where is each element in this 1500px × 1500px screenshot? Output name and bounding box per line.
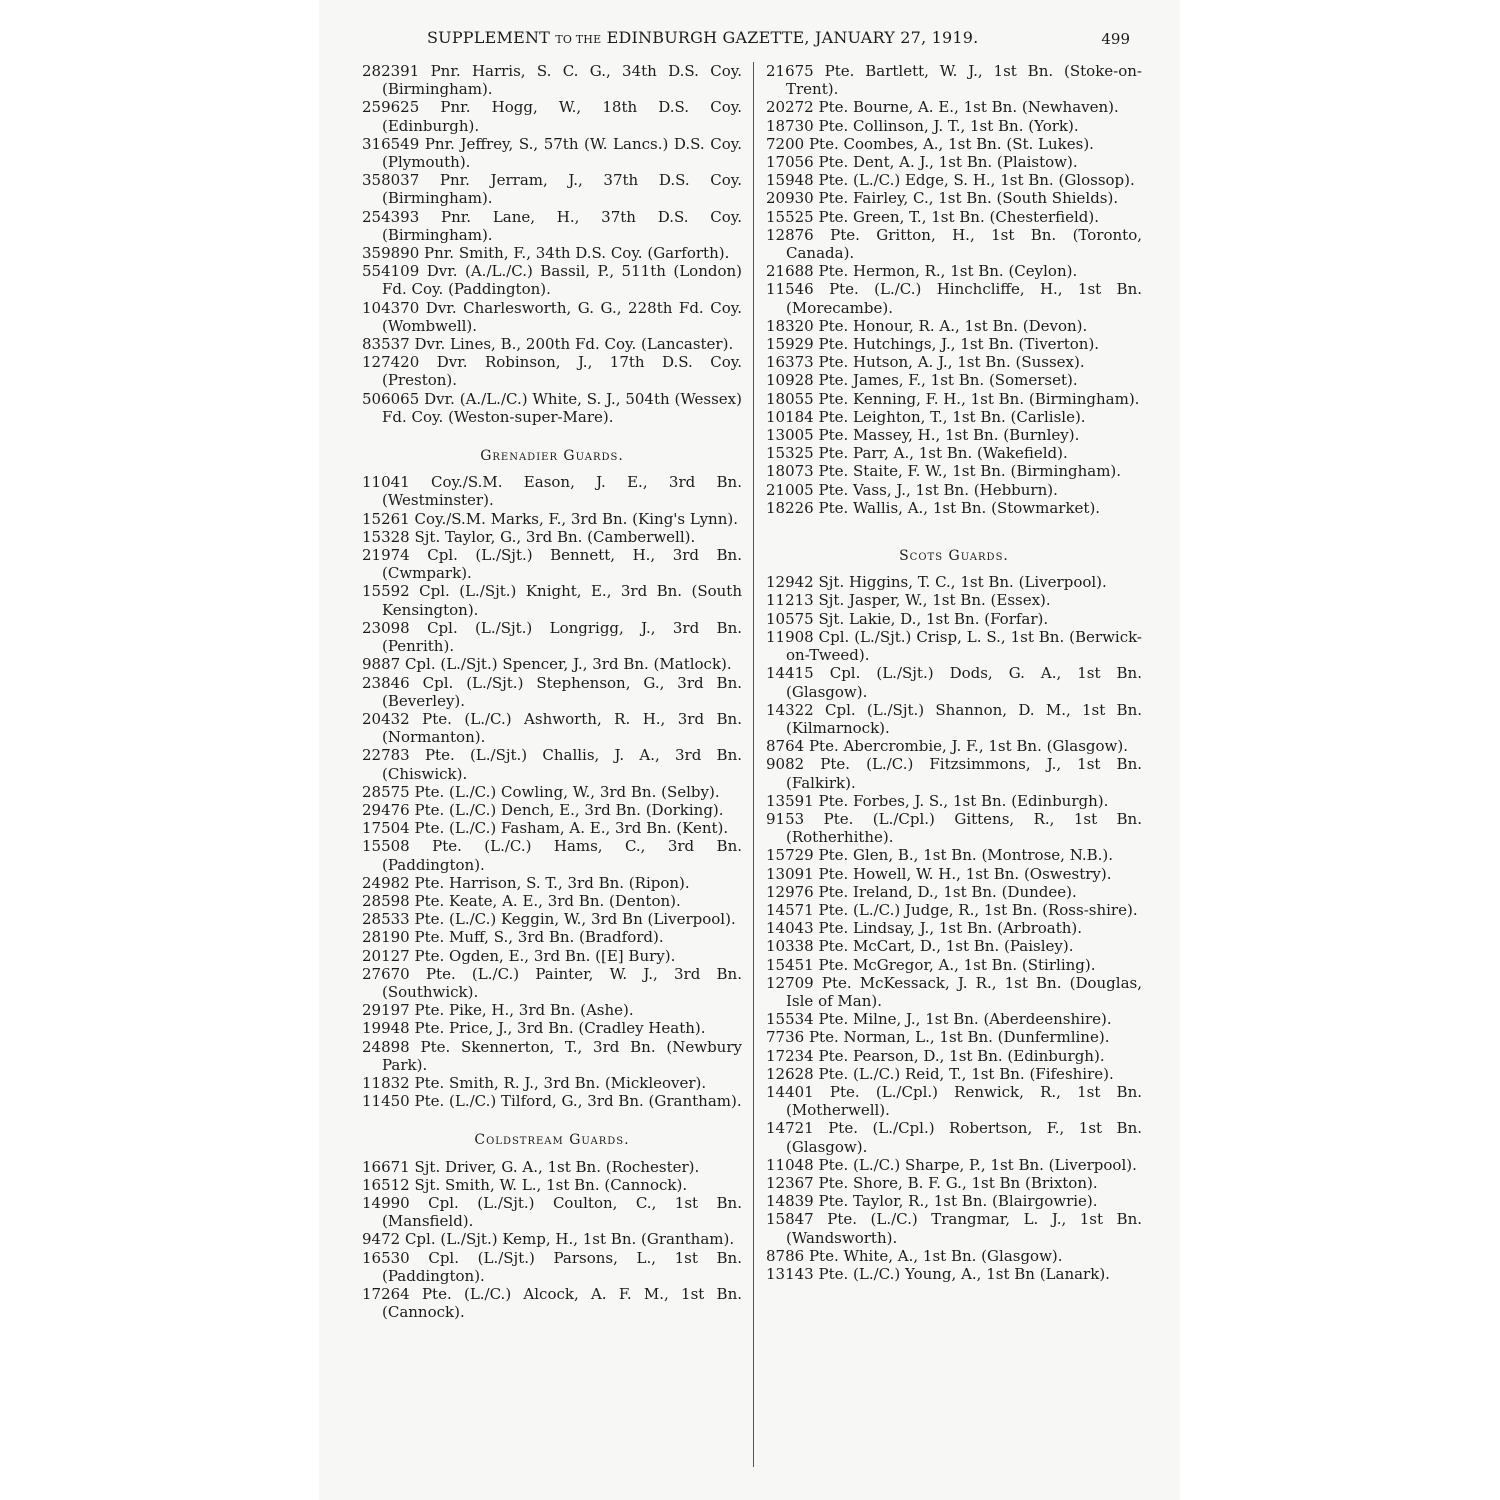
list-item: 20127 Pte. Ogden, E., 3rd Bn. ([E] Bury). bbox=[362, 946, 676, 965]
list-item: 21974 Cpl. (L./Sjt.) Bennett, H., 3rd Bn. (Cwmpark). bbox=[362, 546, 742, 583]
page-header bbox=[319, 28, 1180, 56]
list-item: 14990 Cpl. (L./Sjt.) Coulton, C., 1st Bn. (Mansfield). bbox=[362, 1193, 742, 1231]
list-item: 18226 Pte. Wallis, A., 1st Bn. (Stowmarket). bbox=[766, 498, 1101, 517]
section-heading-scots-guards: Scots Guards. bbox=[899, 548, 1009, 565]
list-item: 12976 Pte. Ireland, D., 1st Bn. (Dundee). bbox=[766, 882, 1077, 901]
list-item: 24982 Pte. Harrison, S. T., 3rd Bn. (Ripon). bbox=[362, 873, 690, 892]
list-item: 17056 Pte. Dent, A. J., 1st Bn. (Plaistow). bbox=[766, 153, 1078, 172]
right-column bbox=[766, 62, 1142, 1283]
left-column bbox=[362, 62, 742, 1321]
page-number: 499 bbox=[1101, 30, 1130, 48]
list-item: 15592 Cpl. (L./Sjt.) Knight, E., 3rd Bn. (South Kensington). bbox=[362, 582, 742, 619]
list-item: 259625 Pnr. Hogg, W., 18th D.S. Coy. (Edinburgh). bbox=[362, 98, 742, 135]
list-item: 316549 Pnr. Jeffrey, S., 57th (W. Lancs.) D.S. Coy. (Plymouth). bbox=[362, 134, 742, 172]
list-item: 18320 Pte. Honour, R. A., 1st Bn. (Devon). bbox=[766, 316, 1088, 335]
title-rest: EDINBURGH GAZETTE, JANUARY 27, 1919. bbox=[606, 28, 979, 47]
list-item: 506065 Dvr. (A./L./C.) White, S. J., 504th (Wessex) Fd. Coy. (Weston-super-Mare). bbox=[362, 389, 742, 426]
list-item: 83537 Dvr. Lines, B., 200th Fd. Coy. (Lancaster). bbox=[362, 335, 734, 354]
title-connector: TO THE bbox=[555, 33, 602, 46]
list-item: 16512 Sjt. Smith, W. L., 1st Bn. (Cannock). bbox=[362, 1175, 688, 1194]
coldstream-guards-list-continued bbox=[766, 62, 1142, 517]
section-heading-grenadier-guards: Grenadier Guards. bbox=[480, 448, 624, 465]
column-divider bbox=[753, 62, 754, 1467]
list-item: 15929 Pte. Hutchings, J., 1st Bn. (Tiverton). bbox=[766, 335, 1100, 354]
list-item: 16671 Sjt. Driver, G. A., 1st Bn. (Rochester). bbox=[362, 1157, 700, 1176]
list-item: 9153 Pte. (L./Cpl.) Gittens, R., 1st Bn. (Rotherhithe). bbox=[766, 809, 1142, 847]
title-prefix: SUPPLEMENT bbox=[427, 28, 551, 47]
list-item: 15451 Pte. McGregor, A., 1st Bn. (Stirling). bbox=[766, 955, 1096, 974]
list-item: 23098 Cpl. (L./Sjt.) Longrigg, J., 3rd Bn. (Penrith). bbox=[362, 618, 742, 656]
list-item: 254393 Pnr. Lane, H., 37th D.S. Coy. (Birmingham). bbox=[362, 207, 742, 244]
list-item: 28598 Pte. Keate, A. E., 3rd Bn. (Denton). bbox=[362, 891, 681, 910]
list-item: 10575 Sjt. Lakie, D., 1st Bn. (Forfar). bbox=[766, 609, 1049, 628]
list-item: 282391 Pnr. Harris, S. C. G., 34th D.S. Coy. (Birmingham). bbox=[362, 62, 742, 99]
list-item: 19948 Pte. Price, J., 3rd Bn. (Cradley Heath). bbox=[362, 1019, 706, 1038]
list-item: 13005 Pte. Massey, H., 1st Bn. (Burnley). bbox=[766, 426, 1080, 445]
list-item: 9082 Pte. (L./C.) Fitzsimmons, J., 1st Bn. (Falkirk). bbox=[766, 755, 1142, 792]
list-item: 11213 Sjt. Jasper, W., 1st Bn. (Essex). bbox=[766, 591, 1051, 610]
list-item: 9887 Cpl. (L./Sjt.) Spencer, J., 3rd Bn. (Matlock). bbox=[362, 655, 732, 674]
list-item: 18055 Pte. Kenning, F. H., 1st Bn. (Birmingham). bbox=[766, 389, 1140, 408]
list-item: 21675 Pte. Bartlett, W. J., 1st Bn. (Stoke-on-Trent). bbox=[766, 62, 1142, 99]
list-item: 16373 Pte. Hutson, A. J., 1st Bn. (Sussex). bbox=[766, 353, 1085, 372]
list-item: 11908 Cpl. (L./Sjt.) Crisp, L. S., 1st Bn. (Berwick-on-Tweed). bbox=[766, 627, 1142, 665]
list-item: 15534 Pte. Milne, J., 1st Bn. (Aberdeenshire). bbox=[766, 1010, 1112, 1029]
list-item: 14322 Cpl. (L./Sjt.) Shannon, D. M., 1st Bn. (Kilmarnock). bbox=[766, 700, 1142, 737]
list-item: 21688 Pte. Hermon, R., 1st Bn. (Ceylon). bbox=[766, 262, 1078, 281]
list-item: 8764 Pte. Abercrombie, J. F., 1st Bn. (Glasgow). bbox=[766, 737, 1128, 756]
list-item: 104370 Dvr. Charlesworth, G. G., 228th Fd. Coy. (Wombwell). bbox=[362, 298, 742, 335]
list-item: 359890 Pnr. Smith, F., 34th D.S. Coy. (Garforth). bbox=[362, 244, 730, 263]
page-title bbox=[427, 28, 978, 47]
list-item: 14401 Pte. (L./Cpl.) Renwick, R., 1st Bn. (Motherwell). bbox=[766, 1082, 1142, 1120]
list-item: 554109 Dvr. (A./L./C.) Bassil, P., 511th (London) Fd. Coy. (Paddington). bbox=[362, 262, 742, 299]
grenadier-guards-list bbox=[362, 473, 742, 1110]
list-item: 29476 Pte. (L./C.) Dench, E., 3rd Bn. (Dorking). bbox=[362, 800, 724, 819]
sapper-list bbox=[362, 62, 742, 426]
list-item: 27670 Pte. (L./C.) Painter, W. J., 3rd Bn. (Southwick). bbox=[362, 964, 742, 1001]
list-item: 10338 Pte. McCart, D., 1st Bn. (Paisley). bbox=[766, 937, 1074, 956]
list-item: 10928 Pte. James, F., 1st Bn. (Somerset). bbox=[766, 371, 1078, 390]
section-heading-coldstream-guards: Coldstream Guards. bbox=[474, 1132, 630, 1149]
list-item: 7736 Pte. Norman, L., 1st Bn. (Dunfermline). bbox=[766, 1028, 1110, 1047]
list-item: 12709 Pte. McKessack, J. R., 1st Bn. (Douglas, Isle of Man). bbox=[766, 973, 1142, 1010]
gazette-page bbox=[319, 0, 1180, 1500]
list-item: 13591 Pte. Forbes, J. S., 1st Bn. (Edinburgh). bbox=[766, 791, 1109, 810]
list-item: 12876 Pte. Gritton, H., 1st Bn. (Toronto, Canada). bbox=[766, 225, 1142, 263]
list-item: 13091 Pte. Howell, W. H., 1st Bn. (Oswestry). bbox=[766, 864, 1112, 883]
list-item: 11546 Pte. (L./C.) Hinchcliffe, H., 1st Bn. (Morecambe). bbox=[766, 280, 1142, 317]
list-item: 24898 Pte. Skennerton, T., 3rd Bn. (Newbury Park). bbox=[362, 1037, 742, 1074]
list-item: 15261 Coy./S.M. Marks, F., 3rd Bn. (King's Lynn). bbox=[362, 509, 738, 528]
list-item: 21005 Pte. Vass, J., 1st Bn. (Hebburn). bbox=[766, 480, 1058, 499]
list-item: 17234 Pte. Pearson, D., 1st Bn. (Edinburgh). bbox=[766, 1046, 1105, 1065]
list-item: 14721 Pte. (L./Cpl.) Robertson, F., 1st Bn. (Glasgow). bbox=[766, 1119, 1142, 1156]
list-item: 15508 Pte. (L./C.) Hams, C., 3rd Bn. (Paddington). bbox=[362, 837, 742, 874]
list-item: 15948 Pte. (L./C.) Edge, S. H., 1st Bn. (Glossop). bbox=[766, 171, 1135, 190]
list-item: 15328 Sjt. Taylor, G., 3rd Bn. (Camberwell). bbox=[362, 527, 696, 546]
coldstream-guards-list bbox=[362, 1158, 742, 1322]
list-item: 12367 Pte. Shore, B. F. G., 1st Bn (Brixton). bbox=[766, 1173, 1098, 1192]
list-item: 8786 Pte. White, A., 1st Bn. (Glasgow). bbox=[766, 1246, 1063, 1265]
list-item: 16530 Cpl. (L./Sjt.) Parsons, L., 1st Bn. (Paddington). bbox=[362, 1248, 742, 1285]
list-item: 23846 Cpl. (L./Sjt.) Stephenson, G., 3rd Bn. (Beverley). bbox=[362, 673, 742, 710]
list-item: 20930 Pte. Fairley, C., 1st Bn. (South Shields). bbox=[766, 189, 1119, 208]
list-item: 17504 Pte. (L./C.) Fasham, A. E., 3rd Bn. (Kent). bbox=[362, 819, 729, 838]
list-item: 28533 Pte. (L./C.) Keggin, W., 3rd Bn (Liverpool). bbox=[362, 910, 736, 929]
list-item: 127420 Dvr. Robinson, J., 17th D.S. Coy. (Preston). bbox=[362, 353, 742, 390]
list-item: 29197 Pte. Pike, H., 3rd Bn. (Ashe). bbox=[362, 1001, 634, 1020]
list-item: 28575 Pte. (L./C.) Cowling, W., 3rd Bn. (Selby). bbox=[362, 782, 720, 801]
list-item: 12942 Sjt. Higgins, T. C., 1st Bn. (Liverpool). bbox=[766, 573, 1107, 592]
list-item: 11450 Pte. (L./C.) Tilford, G., 3rd Bn. (Grantham). bbox=[362, 1092, 742, 1111]
list-item: 15729 Pte. Glen, B., 1st Bn. (Montrose, N.B.). bbox=[766, 846, 1114, 865]
list-item: 20432 Pte. (L./C.) Ashworth, R. H., 3rd Bn. (Normanton). bbox=[362, 709, 742, 747]
list-item: 7200 Pte. Coombes, A., 1st Bn. (St. Lukes). bbox=[766, 134, 1094, 153]
list-item: 358037 Pnr. Jerram, J., 37th D.S. Coy. (Birmingham). bbox=[362, 171, 742, 208]
list-item: 12628 Pte. (L./C.) Reid, T., 1st Bn. (Fifeshire). bbox=[766, 1064, 1114, 1083]
list-item: 14839 Pte. Taylor, R., 1st Bn. (Blairgowrie). bbox=[766, 1192, 1098, 1211]
list-item: 11832 Pte. Smith, R. J., 3rd Bn. (Mickleover). bbox=[362, 1073, 707, 1092]
list-item: 15525 Pte. Green, T., 1st Bn. (Chesterfield). bbox=[766, 207, 1100, 226]
list-item: 11048 Pte. (L./C.) Sharpe, P., 1st Bn. (Liverpool). bbox=[766, 1155, 1137, 1174]
list-item: 11041 Coy./S.M. Eason, J. E., 3rd Bn. (Westminster). bbox=[362, 473, 742, 510]
list-item: 20272 Pte. Bourne, A. E., 1st Bn. (Newhaven). bbox=[766, 98, 1119, 117]
list-item: 15847 Pte. (L./C.) Trangmar, L. J., 1st Bn. (Wandsworth). bbox=[766, 1210, 1142, 1247]
list-item: 10184 Pte. Leighton, T., 1st Bn. (Carlisle). bbox=[766, 407, 1086, 426]
list-item: 14415 Cpl. (L./Sjt.) Dods, G. A., 1st Bn. (Glasgow). bbox=[766, 664, 1142, 701]
list-item: 15325 Pte. Parr, A., 1st Bn. (Wakefield). bbox=[766, 444, 1068, 463]
list-item: 18073 Pte. Staite, F. W., 1st Bn. (Birmingham). bbox=[766, 462, 1122, 481]
list-item: 17264 Pte. (L./C.) Alcock, A. F. M., 1st Bn. (Cannock). bbox=[362, 1285, 742, 1322]
list-item: 14571 Pte. (L./C.) Judge, R., 1st Bn. (Ross-shire). bbox=[766, 900, 1138, 919]
list-item: 14043 Pte. Lindsay, J., 1st Bn. (Arbroath). bbox=[766, 919, 1083, 938]
list-item: 22783 Pte. (L./Sjt.) Challis, J. A., 3rd Bn. (Chiswick). bbox=[362, 746, 742, 783]
list-item: 9472 Cpl. (L./Sjt.) Kemp, H., 1st Bn. (Grantham). bbox=[362, 1230, 735, 1249]
list-item: 28190 Pte. Muff, S., 3rd Bn. (Bradford). bbox=[362, 928, 664, 947]
scots-guards-list bbox=[766, 573, 1142, 1283]
list-item: 18730 Pte. Collinson, J. T., 1st Bn. (York). bbox=[766, 116, 1079, 135]
list-item: 13143 Pte. (L./C.) Young, A., 1st Bn (Lanark). bbox=[766, 1265, 1110, 1283]
